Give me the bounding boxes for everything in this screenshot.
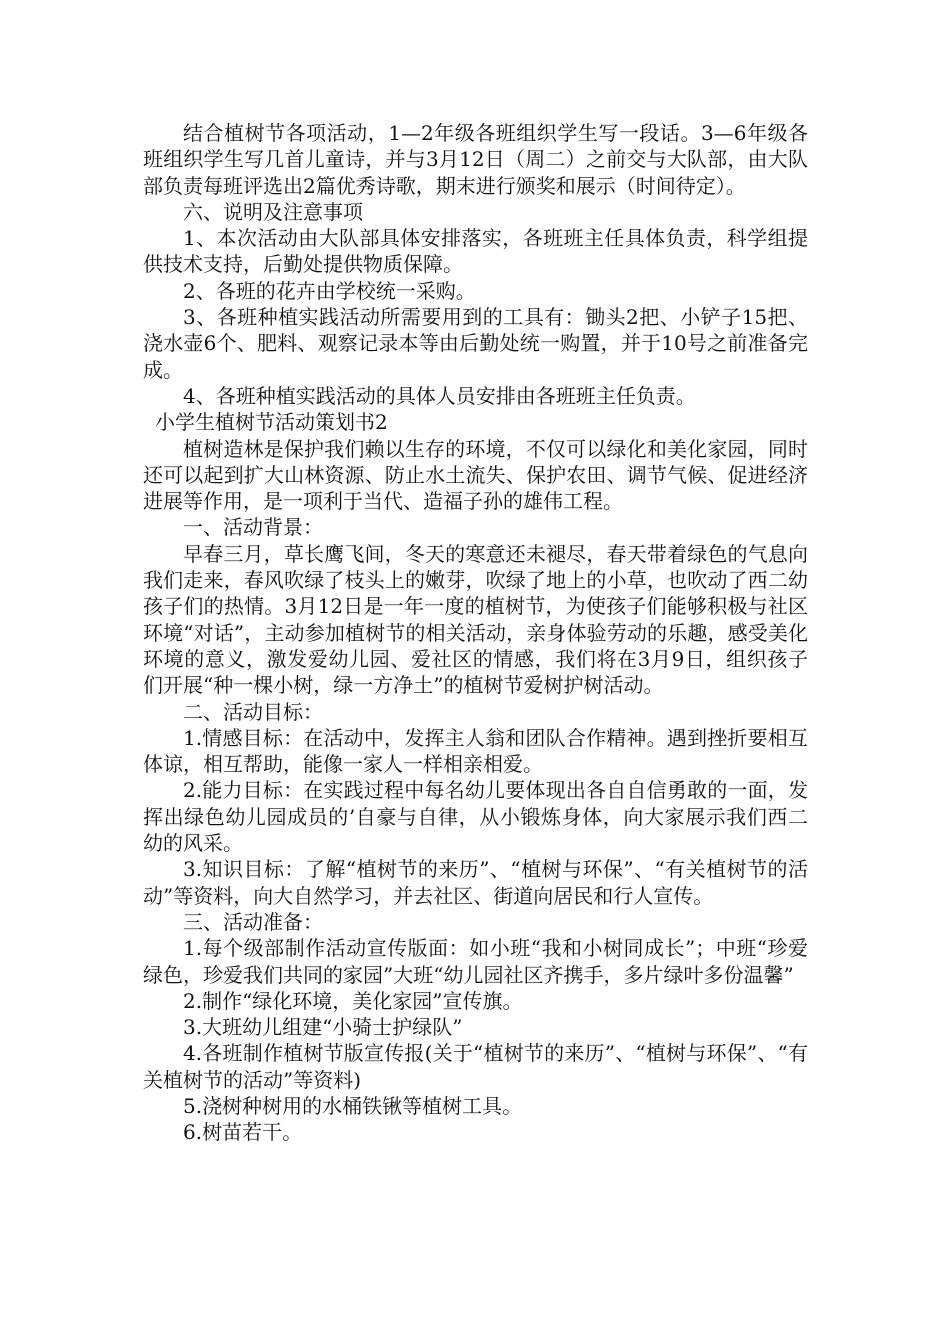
paragraph-note-3: 3、各班种植实践活动所需要用到的工具有：锄头2把、小铲子15把、浇水壶6个、肥料、观察记录本等由后勤处统一购置，并于10号之前准备完成。 [143,305,808,382]
paragraph-goal-emotion: 1.情感目标：在活动中，发挥主人翁和团队合作精神。遇到挫折要相互体谅，相互帮助，能像一家人一样相亲相爱。 [143,725,808,777]
paragraph-note-2: 2、各班的花卉由学校统一采购。 [183,278,476,303]
section-heading-goals: 二、活动目标： [183,699,323,724]
paragraph-prep-5: 5.浇树种树用的水桶铁锹等植树工具。 [183,1093,523,1118]
document-page [143,120,808,1146]
section-heading-background: 一、活动背景： [183,515,323,540]
section-heading-preparation: 三、活动准备： [183,909,323,934]
paragraph-prep-3: 3.大班幼儿组建“小骑士护绿队” [183,1015,463,1040]
document-title-2: 小学生植树节活动策划书2 [155,410,388,435]
paragraph-prep-6: 6.树苗若干。 [183,1120,303,1145]
paragraph-prep-1: 1.每个级部制作活动宣传版面：如小班“我和小树同成长”；中班“珍爱绿色，珍爱我们共同的家园”大班“幼儿园社区齐携手，多片绿叶多份温馨” [143,936,808,987]
section-heading-notes: 六、说明及注意事项 [183,199,363,224]
paragraph-intro: 植树造林是保护我们赖以生存的环境，不仅可以绿化和美化家园，同时还可以起到扩大山林资源、防止水土流失、保护农田、调节气候、促进经济进展等作用，是一项利于当代、造福子孙的雄伟工程。 [143,436,808,514]
paragraph-goal-knowledge: 3.知识目标：了解“植树节的来历”、“植树与环保”、“有关植树节的活动”等资料，向大自然学习，并去社区、街道向居民和行人宣传。 [143,857,808,908]
paragraph-note-4: 4、各班种植实践活动的具体人员安排由各班班主任负责。 [183,383,696,408]
paragraph-prep-4: 4.各班制作植树节版宣传报(关于“植树节的来历”、“植树与环保”、“有关植树节的活动”等资料) [143,1041,808,1092]
paragraph-note-1: 1、本次活动由大队部具体安排落实，各班班主任具体负责，科学组提供技术支持，后勤处提供物质保障。 [143,226,808,277]
paragraph-poetry-activity: 结合植树节各项活动，1—2年级各班组织学生写一段话。3—6年级各班组织学生写几首儿童诗，并与3月12日（周二）之前交与大队部，由大队部负责每班评选出2篇优秀诗歌，期末进行颁奖和展示（时间待定）。 [143,121,808,198]
paragraph-prep-2: 2.制作“绿化环境，美化家园”宣传旗。 [183,988,523,1013]
paragraph-goal-ability: 2.能力目标：在实践过程中每名幼儿要体现出各自自信勇敢的一面，发挥出绿色幼儿园成员的’自豪与自律，从小锻炼身体，向大家展示我们西二幼的风采。 [143,778,808,856]
paragraph-background: 早春三月，草长鹰飞间，冬天的寒意还未褪尽，春天带着绿色的气息向我们走来，春风吹绿了枝头上的嫩芽，吹绿了地上的小草，也吹动了西二幼孩子们的热情。3月12日是一年一度的植树节，为使孩子们能够积极与社区环境“对话”，主动参加植树节的相关活动，亲身体验劳动的乐趣，感受美化环境的意义，激发爱幼儿园、爱社区的情感，我们将在3月9日，组织孩子们开展“种一棵小树，绿一方净土”的植树节爱树护树活动。 [143,541,808,698]
